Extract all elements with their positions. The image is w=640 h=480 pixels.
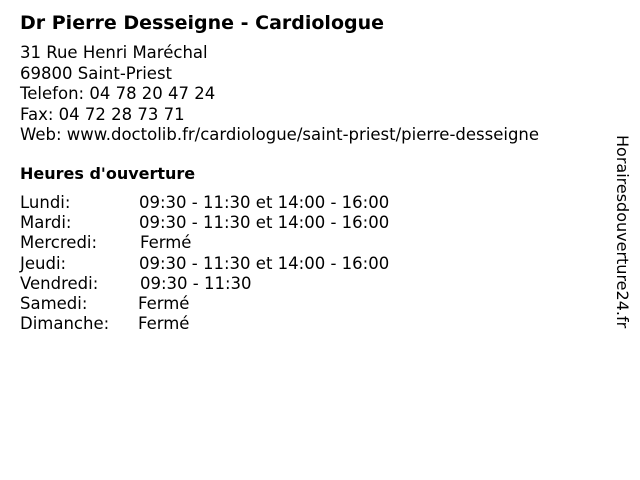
hours-row-monday (20, 193, 440, 213)
street-address: 31 Rue Henri Maréchal (20, 43, 208, 62)
day-hours: Fermé (140, 233, 192, 253)
brand-watermark: Horairesdouverture24.fr (613, 135, 632, 329)
opening-hours-table (20, 193, 440, 334)
day-label: Dimanche: (20, 314, 110, 334)
hours-row-saturday (20, 294, 440, 314)
phone-number: Telefon: 04 78 20 47 24 (20, 84, 216, 103)
day-hours: 09:30 - 11:30 et 14:00 - 16:00 (139, 253, 390, 273)
hours-row-friday (20, 274, 440, 294)
contact-info (20, 43, 539, 146)
hours-row-tuesday (20, 213, 440, 233)
day-hours: 09:30 - 11:30 (140, 273, 252, 293)
page-title: Dr Pierre Desseigne - Cardiologue (20, 12, 385, 34)
day-label: Samedi: (20, 293, 88, 313)
day-hours: 09:30 - 11:30 et 14:00 - 16:00 (139, 193, 390, 212)
website: Web: www.doctolib.fr/cardiologue/saint-priest/pierre-desseigne (20, 125, 540, 144)
day-label: Vendredi: (20, 273, 99, 293)
fax-number: Fax: 04 72 28 73 71 (20, 104, 185, 124)
day-label: Mardi: (20, 213, 72, 233)
hours-row-sunday (20, 314, 440, 334)
day-hours: Fermé (138, 293, 190, 313)
city-address: 69800 Saint-Priest (20, 63, 173, 83)
hours-row-thursday (20, 254, 440, 274)
hours-row-wednesday (20, 233, 440, 253)
hours-heading: Heures d'ouverture (20, 164, 196, 183)
day-label: Mercredi: (20, 233, 98, 253)
day-label: Lundi: (20, 193, 71, 212)
day-hours: 09:30 - 11:30 et 14:00 - 16:00 (139, 213, 390, 233)
day-hours: Fermé (138, 314, 190, 334)
day-label: Jeudi: (20, 253, 67, 273)
